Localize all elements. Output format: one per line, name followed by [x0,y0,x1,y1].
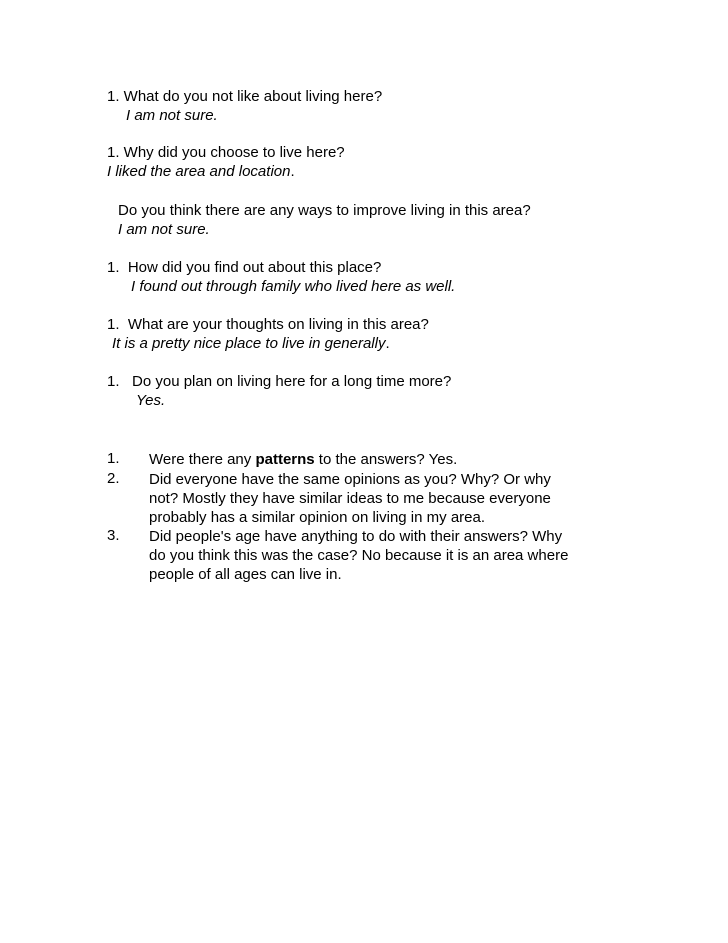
reflection-number-2: 2. [107,470,120,487]
reflection-1-before: Were there any [149,451,256,468]
reflection-item-2-line-1: Did everyone have the same opinions as you? Why? Or why [149,471,551,488]
question-6: 1. Do you plan on living here for a long time more? [107,373,452,390]
question-5: 1. What are your thoughts on living in this area? [107,316,429,333]
question-1: 1. What do you not like about living here? [107,88,383,105]
reflection-number-1: 1. [107,450,120,467]
reflection-item-1-line-1 [149,450,457,469]
answer-5 [112,335,390,353]
reflection-1-after: to the answers? Yes. [314,451,458,468]
reflection-item-3-line-1: Did people's age have anything to do with their answers? Why [149,528,563,545]
question-3: Do you think there are any ways to improve living in this area? [118,202,531,219]
answer-2-text: I liked the area and location [107,163,291,180]
reflection-number-3: 3. [107,527,120,544]
question-4: 1. How did you find out about this place? [107,259,382,276]
reflection-1-bold-word: patterns [255,451,315,468]
reflection-item-3-line-3: people of all ages can live in. [149,566,342,583]
answer-3: I am not sure. [118,221,210,238]
answer-5-text: It is a pretty nice place to live in generally [112,335,386,352]
reflection-item-2-line-3: probably has a similar opinion on living in my area. [149,509,486,526]
answer-2 [107,163,295,181]
reflection-item-3-line-2: do you think this was the case? No because it is an area where [149,547,569,564]
answer-2-period: . [290,163,295,180]
answer-6: Yes. [136,392,166,409]
answer-1: I am not sure. [126,107,218,124]
answer-5-period: . [385,335,390,352]
question-2: 1. Why did you choose to live here? [107,144,345,161]
answer-4: I found out through family who lived here as well. [131,278,456,295]
reflection-item-2-line-2: not? Mostly they have similar ideas to me because everyone [149,490,551,507]
